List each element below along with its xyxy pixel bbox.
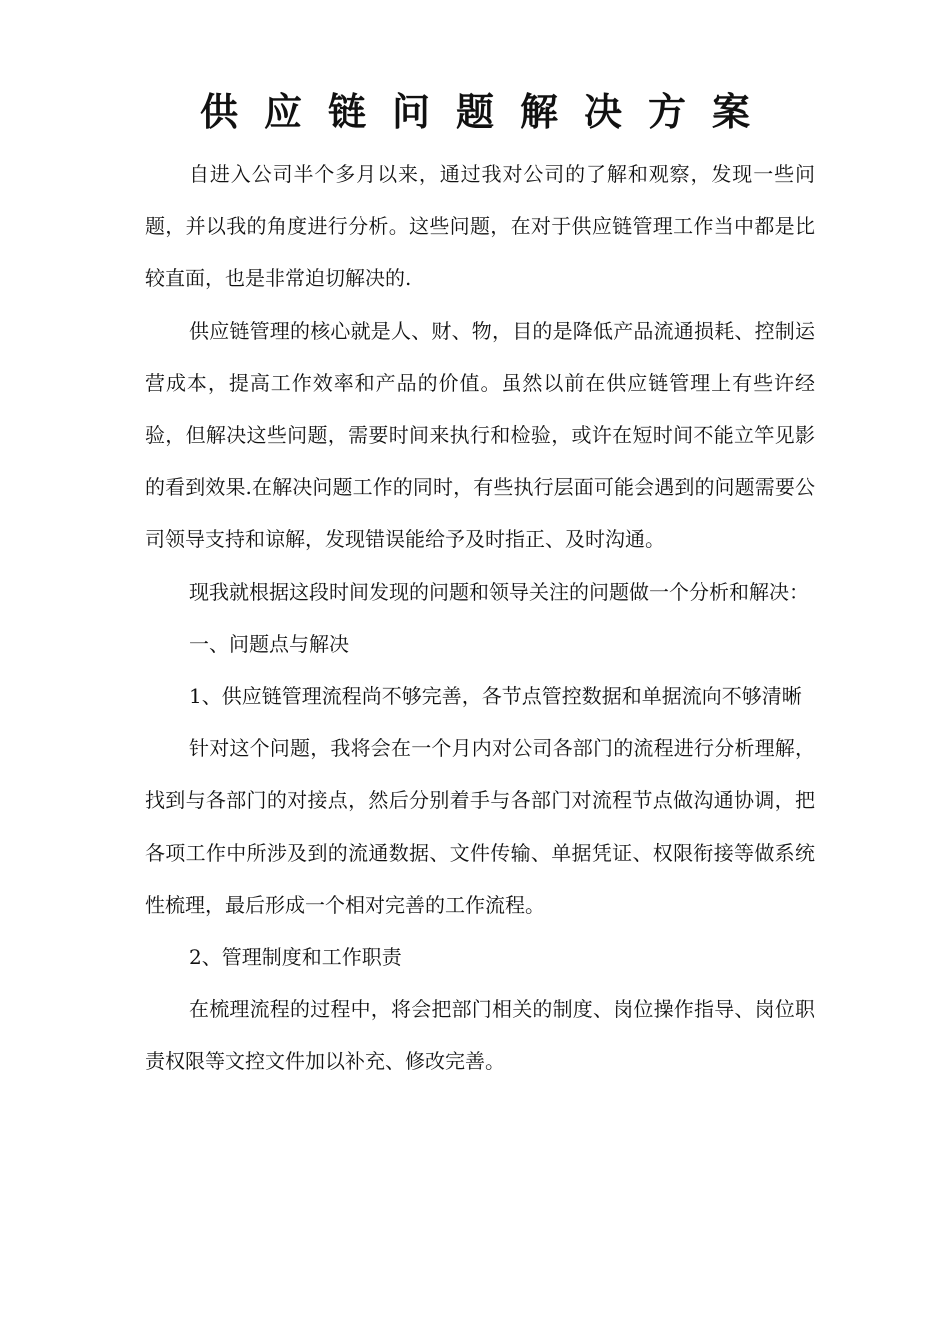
document-body [145, 148, 815, 1088]
problem-2-heading: 2、管理制度和工作职责 [189, 945, 402, 970]
problem-1-heading: 1、供应链管理流程尚不够完善，各节点管控数据和单据流向不够清晰 [189, 684, 802, 709]
paragraph-analysis-intro: 现我就根据这段时间发现的问题和领导关注的问题做一个分析和解决： [189, 579, 809, 604]
section-heading-problems: 一、问题点与解决 [189, 631, 349, 656]
document-title: 供应链问题解决方案 [199, 89, 776, 134]
problem-2-solution: 在梳理流程的过程中，将会把部门相关的制度、岗位操作指导、岗位职责权限等文控文件加以补充、修改完善。 [145, 997, 815, 1074]
problem-1-solution: 针对这个问题，我将会在一个月内对公司各部门的流程进行分析理解，找到与各部门的对接点，然后分别着手与各部门对流程节点做沟通协调，把各项工作中所涉及到的流通数据、文件传输、单据凭证、权限衔接等做系统性梳理，最后形成一个相对完善的工作流程。 [145, 736, 815, 917]
paragraph-core: 供应链管理的核心就是人、财、物，目的是降低产品流通损耗、控制运营成本，提高工作效率和产品的价值。虽然以前在供应链管理上有些许经验，但解决这些问题，需要时间来执行和检验，或许在短时间不能立竿见影的看到效果.在解决问题工作的同时，有些执行层面可能会遇到的问题需要公司领导支持和谅解，发现错误能给予及时指正、及时沟通。 [145, 318, 815, 552]
paragraph-intro: 自进入公司半个多月以来，通过我对公司的了解和观察，发现一些问题，并以我的角度进行分析。这些问题，在对于供应链管理工作当中都是比较直面，也是非常迫切解决的. [145, 162, 815, 291]
